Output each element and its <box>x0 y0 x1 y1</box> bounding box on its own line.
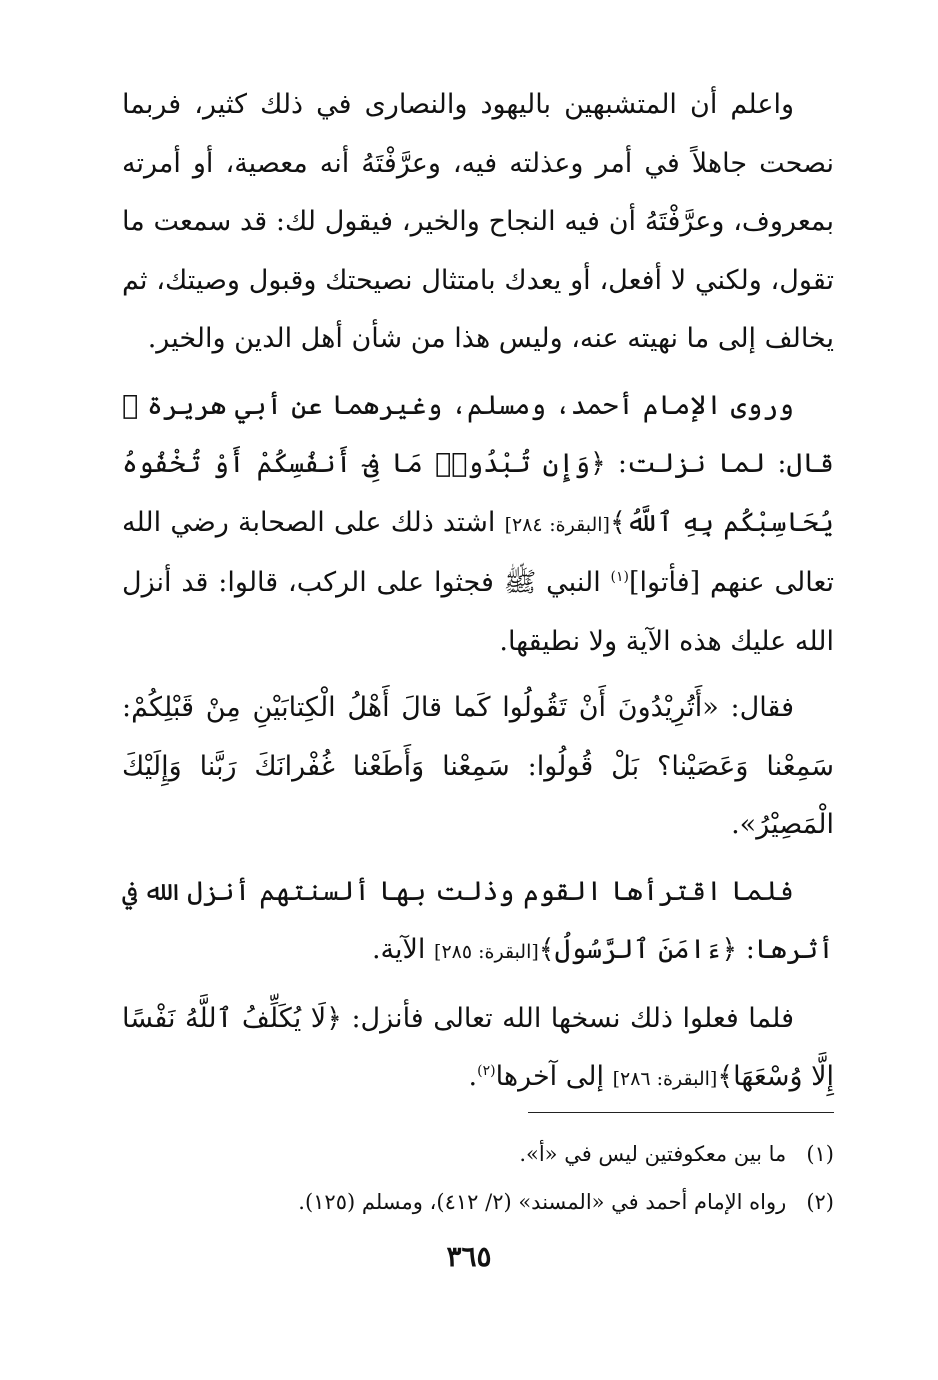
footnote-text: ما بين معكوفتين ليس في «أ». <box>519 1142 787 1166</box>
paragraph-3: فقال: «أَتُرِيْدُونَ أَنْ تَقُولُوا كَما قالَ أَهْلُ الْكِتابَيْنِ مِنْ قَبْلِكُمْ: سَمِعْنا وَعَصَيْنا؟ بَلْ قُولُوا: سَمِعْنا وَأَطَعْنا غُفْرانَكَ رَبَّنا وَإِلَيْكَ الْمَصِيْرُ». <box>122 692 834 840</box>
paragraph-5-lead: فلما فعلوا ذلك نسخها الله تعالى فأنزل: ﴿لَا يُكَلِّفُ ٱللَّهُ نَفْسًا إِلَّا وُسْعَهَا﴾ <box>122 1002 834 1092</box>
footnote-divider <box>528 1112 834 1113</box>
footnote-number: (٢) <box>806 1190 834 1214</box>
footnote-marker-2: (٢) <box>477 1063 496 1079</box>
footnote-text: رواه الإمام أحمد في «المسند» (٢/ ٤١٢)، ومسلم (١٢٥). <box>298 1190 787 1214</box>
page-number: ٣٦٥ <box>446 1240 492 1273</box>
paragraph-2-middle: اشتد ذلك على الصحابة رضي الله تعالى عنهم [فأتوا] <box>122 506 835 598</box>
paragraph-2-tail: النبي ﷺ فجثوا على الركب، قالوا: قد أنزل الله عليك هذه الآية ولا نطيقها. <box>122 567 834 657</box>
paragraph-2-lead: وروى الإمام أحمد، ومسلم، وغيرهما عن أبي هريرة ﷺ قال: لما نزلت: ﴿وَإِن تُبْدُوا۟ مَا فِىٓ أَنفُسِكُمْ أَوْ تُخْفُوهُ يُحَاسِبْكُم بِهِ ٱللَّهُ﴾ <box>122 389 834 538</box>
footnote-1 <box>122 1130 834 1178</box>
quran-reference: [البقرة: ٢٨٥] <box>434 941 539 963</box>
paragraph-5-tail: . <box>468 1061 478 1092</box>
paragraph-5-middle: إلى آخرها <box>495 1061 613 1092</box>
quran-reference: [البقرة: ٢٨٤] <box>504 513 610 536</box>
paragraph-4 <box>122 863 834 982</box>
paragraph-4-tail: الآية. <box>371 934 435 965</box>
quran-reference: [البقرة: ٢٨٦] <box>612 1068 718 1090</box>
footnote-marker-1: (١) <box>610 569 629 585</box>
main-text <box>122 76 834 1109</box>
footnote-number: (١) <box>806 1142 834 1166</box>
paragraph-1: واعلم أن المتشبهين باليهود والنصارى في ذلك كثير، فربما نصحت جاهلاً في أمر وعذلته فيه، وعرَّفْتَهُ أنه معصية، أو أمرته بمعروف، وعرَّفْتَهُ أن فيه النجاح والخير، فيقول لك: قد سمعت ما تقول، ولكني لا أفعل، أو يعدك بامتثال نصيحتك وقبول وصيتك، ثم يخالف إلى ما نهيته عنه، وليس هذا من شأن أهل الدين والخير. <box>122 89 834 354</box>
paragraph-4-lead: فلما اقترأها القوم وذلت بها ألسنتهم أنزل الله في أثرها: ﴿ءَامَنَ ٱلرَّسُولُ﴾ <box>122 875 834 965</box>
paragraph-2 <box>122 377 834 672</box>
footnote-2 <box>122 1178 834 1226</box>
footnotes <box>122 1130 834 1226</box>
paragraph-5 <box>122 990 834 1109</box>
